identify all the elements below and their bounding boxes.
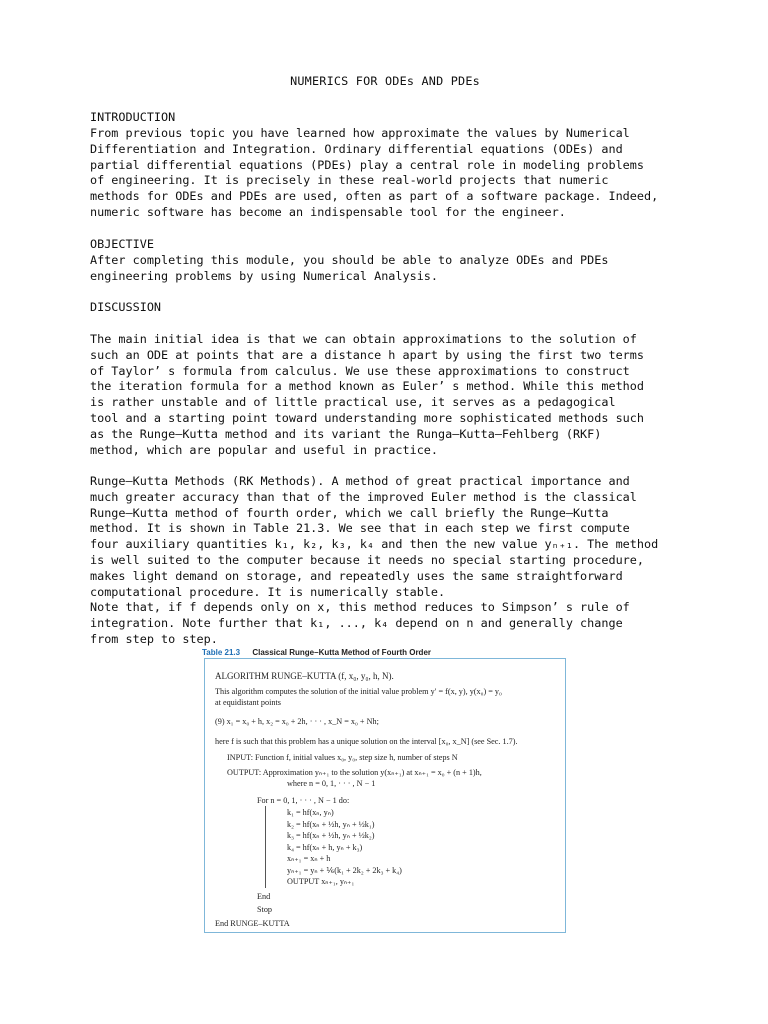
discussion-paragraph [90, 332, 680, 458]
algorithm-output-range: where n = 0, 1, · · · , N − 1 [287, 779, 376, 788]
algorithm-end: End RUNGE–KUTTA [215, 919, 290, 928]
table-title: Classical Runge–Kutta Method of Fourth Order [252, 648, 432, 657]
text-line: engineering problems by using Numerical Analysis. [90, 268, 439, 283]
algorithm-description: This algorithm computes the solution of the initial value problem y′ = f(x, y), y(x₀) = y₀ [215, 687, 502, 696]
text-line: the iteration formula for a method known as Euler’ s method. While this method [90, 379, 644, 394]
algorithm-input: INPUT: Function f, initial values x₀, y₀, step size h, number of steps N [227, 753, 458, 762]
introduction-heading: INTRODUCTION [90, 110, 176, 124]
text-line: integration. Note further that k₁, ..., k₄ depend on n and generally change [90, 616, 623, 631]
text-line: numeric software has become an indispensable tool for the engineer. [90, 204, 566, 219]
algorithm-output: OUTPUT: Approximation yₙ₊₁ to the solution y(xₙ₊₁) at xₙ₊₁ = x₀ + (n + 1)h, [227, 768, 482, 777]
table-number: Table 21.3 [202, 648, 241, 657]
text-line: Differentiation and Integration. Ordinary differential equations (ODEs) and [90, 141, 623, 156]
loop-bracket [265, 806, 266, 888]
text-line: From previous topic you have learned how approximate the values by Numerical [90, 126, 630, 140]
step-output: OUTPUT xₙ₊₁, yₙ₊₁ [287, 877, 355, 886]
text-line: such an ODE at points that are a distance h apart by using the first two terms [90, 347, 644, 362]
step-k4: k₄ = hf(xₙ + h, yₙ + k₃) [287, 842, 363, 852]
text-line: Note that, if f depends only on x, this method reduces to Simpson’ s rule of [90, 600, 630, 615]
algorithm-header: ALGORITHM RUNGE–KUTTA (f, x₀, y₀, h, N). [215, 671, 394, 681]
text-line: of engineering. It is precisely in these real-world projects that numeric [90, 173, 609, 188]
text-line: as the Runge–Kutta method and its variant the Runga–Kutta–Fehlberg (RKF) [90, 426, 602, 441]
step-y-update: yₙ₊₁ = yₙ + ⅙(k₁ + 2k₂ + 2k₃ + k₄) [287, 865, 402, 875]
objective-paragraph [90, 253, 680, 285]
text-line: computational procedure. It is numerically stable. [90, 584, 446, 599]
introduction-paragraph [90, 126, 680, 221]
text-line: four auxiliary quantities k₁, k₂, k₃, k₄ and then the new value yₙ₊₁. The method [90, 537, 659, 552]
text-line: partial differential equations (PDEs) play a central role in modeling problems [90, 157, 644, 172]
text-line: The main initial idea is that we can obtain approximations to the solution of [90, 332, 637, 346]
text-line: much greater accuracy than that of the improved Euler method is the classical [90, 489, 637, 504]
equation-9: (9) x₁ = x₀ + h, x₂ = x₀ + 2h, · · · , x_N = x₀ + Nh; [215, 717, 379, 726]
text-line: Runge–Kutta Methods (RK Methods). A method of great practical importance and [90, 474, 630, 488]
for-loop-header: For n = 0, 1, · · · , N − 1 do: [257, 796, 350, 805]
text-line: method, which are popular and useful in practice. [90, 442, 439, 457]
text-line: After completing this module, you should be able to analyze ODEs and PDEs [90, 253, 609, 267]
algorithm-stop: Stop [257, 905, 273, 914]
text-line: method. It is shown in Table 21.3. We see that in each step we first compute [90, 521, 630, 536]
text-line: from step to step. [90, 631, 218, 646]
text-line: is rather unstable and of little practical use, it serves as a pedagogical [90, 395, 616, 410]
text-line: of Taylor’ s formula from calculus. We use these approximations to construct [90, 363, 630, 378]
page-title: NUMERICS FOR ODEs AND PDEs [290, 74, 480, 88]
objective-heading: OBJECTIVE [90, 237, 154, 251]
step-x-update: xₙ₊₁ = xₙ + h [287, 854, 331, 863]
algorithm-table [204, 658, 566, 933]
rk-methods-paragraph [90, 474, 680, 648]
table-caption [202, 648, 572, 657]
text-line: makes light demand on storage, and repeatedly uses the same straightforward [90, 568, 623, 583]
text-line: methods for ODEs and PDEs are used, often as part of a software package. Indeed, [90, 189, 659, 204]
step-k3: k₃ = hf(xₙ + ½h, yₙ + ½k₂) [287, 831, 375, 840]
loop-end: End [257, 892, 271, 901]
text-line: tool and a starting point toward understanding more sophisticated methods such [90, 410, 644, 425]
algorithm-description: at equidistant points [215, 698, 281, 707]
algorithm-condition: here f is such that this problem has a unique solution on the interval [x₀, x_N] (see Sec. 1.7). [215, 737, 518, 746]
discussion-heading: DISCUSSION [90, 300, 162, 314]
text-line: is well suited to the computer because it needs no special starting procedure, [90, 552, 644, 567]
step-k2: k₂ = hf(xₙ + ½h, yₙ + ½k₁) [287, 819, 375, 829]
step-k1: k₁ = hf(xₙ, yₙ) [287, 808, 334, 817]
text-line: Runge–Kutta method of fourth order, which we call briefly the Runge–Kutta [90, 505, 609, 520]
